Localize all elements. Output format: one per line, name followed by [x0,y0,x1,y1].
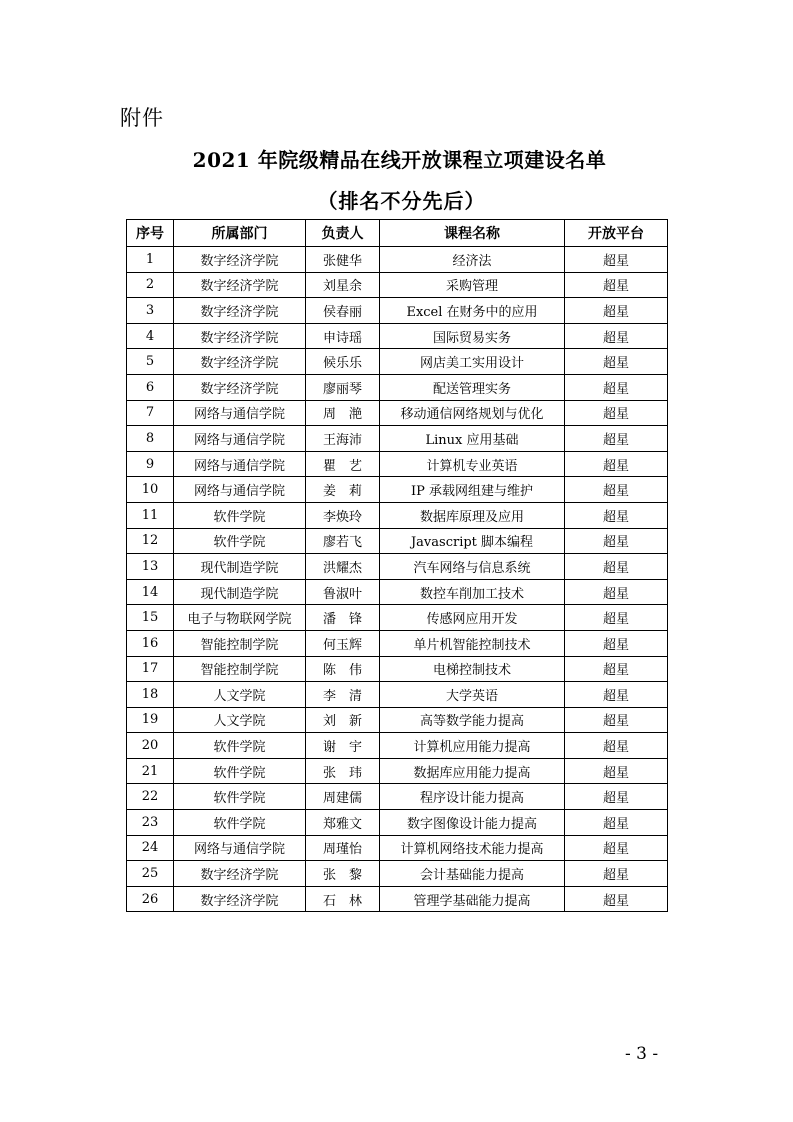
cell-index: 14 [127,579,174,605]
cell-platform: 超星 [565,502,668,528]
cell-course-name: 网店美工实用设计 [380,349,565,375]
cell-index: 3 [127,298,174,324]
cell-platform: 超星 [565,400,668,426]
cell-lead: 候乐乐 [306,349,380,375]
cell-index: 26 [127,886,174,912]
cell-index: 13 [127,554,174,580]
cell-course-name: 计算机网络技术能力提高 [380,835,565,861]
header-index: 序号 [127,220,174,247]
cell-lead: 李焕玲 [306,502,380,528]
cell-platform: 超星 [565,784,668,810]
table-body [127,247,668,912]
cell-lead: 刘 新 [306,707,380,733]
cell-platform: 超星 [565,579,668,605]
cell-lead: 姜 莉 [306,477,380,503]
header-department: 所属部门 [174,220,306,247]
cell-course-name: 电梯控制技术 [380,656,565,682]
cell-platform: 超星 [565,733,668,759]
page-number: - 3 - [625,1044,659,1064]
table-row [127,426,668,452]
cell-department: 现代制造学院 [174,579,306,605]
cell-department: 电子与物联网学院 [174,605,306,631]
table-row [127,605,668,631]
table-row [127,451,668,477]
cell-index: 12 [127,528,174,554]
cell-lead: 何玉辉 [306,630,380,656]
cell-lead: 潘 锋 [306,605,380,631]
cell-index: 22 [127,784,174,810]
cell-platform: 超星 [565,374,668,400]
cell-platform: 超星 [565,682,668,708]
cell-lead: 张 玮 [306,758,380,784]
table-row [127,349,668,375]
cell-department: 数字经济学院 [174,323,306,349]
cell-lead: 鲁淑叶 [306,579,380,605]
document-title: 2021 年院级精品在线开放课程立项建设名单 [192,148,607,172]
attachment-label: 附件 [120,106,164,130]
table-row [127,298,668,324]
table-row [127,707,668,733]
cell-department: 人文学院 [174,682,306,708]
cell-department: 网络与通信学院 [174,451,306,477]
cell-course-name: 传感网应用开发 [380,605,565,631]
cell-platform: 超星 [565,861,668,887]
cell-index: 7 [127,400,174,426]
document-subtitle: （排名不分先后） [317,189,486,213]
cell-platform: 超星 [565,630,668,656]
header-course-name: 课程名称 [380,220,565,247]
table-row [127,733,668,759]
cell-platform: 超星 [565,835,668,861]
cell-department: 数字经济学院 [174,374,306,400]
cell-lead: 陈 伟 [306,656,380,682]
cell-department: 人文学院 [174,707,306,733]
cell-course-name: 大学英语 [380,682,565,708]
cell-index: 10 [127,477,174,503]
cell-department: 数字经济学院 [174,861,306,887]
cell-course-name: 管理学基础能力提高 [380,886,565,912]
cell-lead: 李 清 [306,682,380,708]
table-row [127,323,668,349]
table-row [127,528,668,554]
table-row [127,656,668,682]
cell-index: 20 [127,733,174,759]
cell-course-name: IP 承载网组建与维护 [380,477,565,503]
table-row [127,784,668,810]
cell-index: 21 [127,758,174,784]
cell-department: 智能控制学院 [174,656,306,682]
cell-platform: 超星 [565,656,668,682]
cell-index: 25 [127,861,174,887]
cell-platform: 超星 [565,451,668,477]
cell-lead: 张 黎 [306,861,380,887]
cell-department: 网络与通信学院 [174,835,306,861]
table-row [127,835,668,861]
cell-platform: 超星 [565,349,668,375]
cell-department: 软件学院 [174,784,306,810]
cell-platform: 超星 [565,554,668,580]
cell-department: 智能控制学院 [174,630,306,656]
cell-department: 软件学院 [174,758,306,784]
cell-platform: 超星 [565,810,668,836]
table-row [127,810,668,836]
cell-platform: 超星 [565,477,668,503]
cell-index: 18 [127,682,174,708]
cell-platform: 超星 [565,247,668,273]
cell-course-name: 高等数学能力提高 [380,707,565,733]
cell-index: 17 [127,656,174,682]
cell-department: 现代制造学院 [174,554,306,580]
cell-platform: 超星 [565,528,668,554]
cell-course-name: 会计基础能力提高 [380,861,565,887]
cell-department: 数字经济学院 [174,272,306,298]
cell-index: 23 [127,810,174,836]
cell-course-name: 计算机专业英语 [380,451,565,477]
cell-index: 4 [127,323,174,349]
cell-lead: 周瑾怡 [306,835,380,861]
header-platform: 开放平台 [565,220,668,247]
cell-lead: 谢 宇 [306,733,380,759]
cell-lead: 郑雅文 [306,810,380,836]
cell-index: 1 [127,247,174,273]
cell-platform: 超星 [565,426,668,452]
cell-lead: 廖若飞 [306,528,380,554]
cell-lead: 申诗瑶 [306,323,380,349]
cell-index: 15 [127,605,174,631]
cell-department: 网络与通信学院 [174,477,306,503]
cell-course-name: 采购管理 [380,272,565,298]
cell-department: 数字经济学院 [174,298,306,324]
cell-department: 网络与通信学院 [174,426,306,452]
cell-index: 8 [127,426,174,452]
cell-lead: 瞿 艺 [306,451,380,477]
cell-course-name: 程序设计能力提高 [380,784,565,810]
cell-lead: 廖丽琴 [306,374,380,400]
cell-department: 数字经济学院 [174,349,306,375]
cell-department: 软件学院 [174,502,306,528]
header-lead: 负责人 [306,220,380,247]
table-row [127,886,668,912]
cell-course-name: 数据库应用能力提高 [380,758,565,784]
cell-department: 数字经济学院 [174,247,306,273]
cell-platform: 超星 [565,323,668,349]
cell-index: 2 [127,272,174,298]
cell-lead: 洪耀杰 [306,554,380,580]
table-header-row [127,220,668,247]
cell-department: 数字经济学院 [174,886,306,912]
cell-course-name: 数控车削加工技术 [380,579,565,605]
cell-platform: 超星 [565,707,668,733]
cell-department: 软件学院 [174,733,306,759]
cell-index: 24 [127,835,174,861]
cell-course-name: 国际贸易实务 [380,323,565,349]
cell-department: 网络与通信学院 [174,400,306,426]
cell-course-name: 单片机智能控制技术 [380,630,565,656]
table-row [127,272,668,298]
cell-course-name: 经济法 [380,247,565,273]
cell-course-name: 移动通信网络规划与优化 [380,400,565,426]
cell-index: 19 [127,707,174,733]
table-row [127,477,668,503]
cell-index: 16 [127,630,174,656]
cell-department: 软件学院 [174,528,306,554]
table-row [127,374,668,400]
cell-index: 6 [127,374,174,400]
cell-course-name: Excel 在财务中的应用 [380,298,565,324]
cell-course-name: 配送管理实务 [380,374,565,400]
table-row [127,502,668,528]
cell-lead: 侯春丽 [306,298,380,324]
table-row [127,579,668,605]
cell-course-name: 数据库原理及应用 [380,502,565,528]
cell-platform: 超星 [565,272,668,298]
cell-lead: 张健华 [306,247,380,273]
table-row [127,682,668,708]
cell-lead: 周建儒 [306,784,380,810]
cell-course-name: Linux 应用基础 [380,426,565,452]
cell-course-name: 数字图像设计能力提高 [380,810,565,836]
cell-lead: 刘星余 [306,272,380,298]
cell-index: 9 [127,451,174,477]
cell-index: 11 [127,502,174,528]
course-list-table [126,219,668,912]
cell-index: 5 [127,349,174,375]
cell-department: 软件学院 [174,810,306,836]
table-row [127,400,668,426]
cell-platform: 超星 [565,298,668,324]
cell-course-name: 汽车网络与信息系统 [380,554,565,580]
cell-platform: 超星 [565,605,668,631]
table-row [127,758,668,784]
cell-lead: 王海沛 [306,426,380,452]
table-row [127,630,668,656]
table-row [127,554,668,580]
cell-platform: 超星 [565,758,668,784]
cell-lead: 石 林 [306,886,380,912]
table-row [127,247,668,273]
cell-lead: 周 滟 [306,400,380,426]
cell-course-name: 计算机应用能力提高 [380,733,565,759]
cell-platform: 超星 [565,886,668,912]
cell-course-name: Javascript 脚本编程 [380,528,565,554]
table-row [127,861,668,887]
